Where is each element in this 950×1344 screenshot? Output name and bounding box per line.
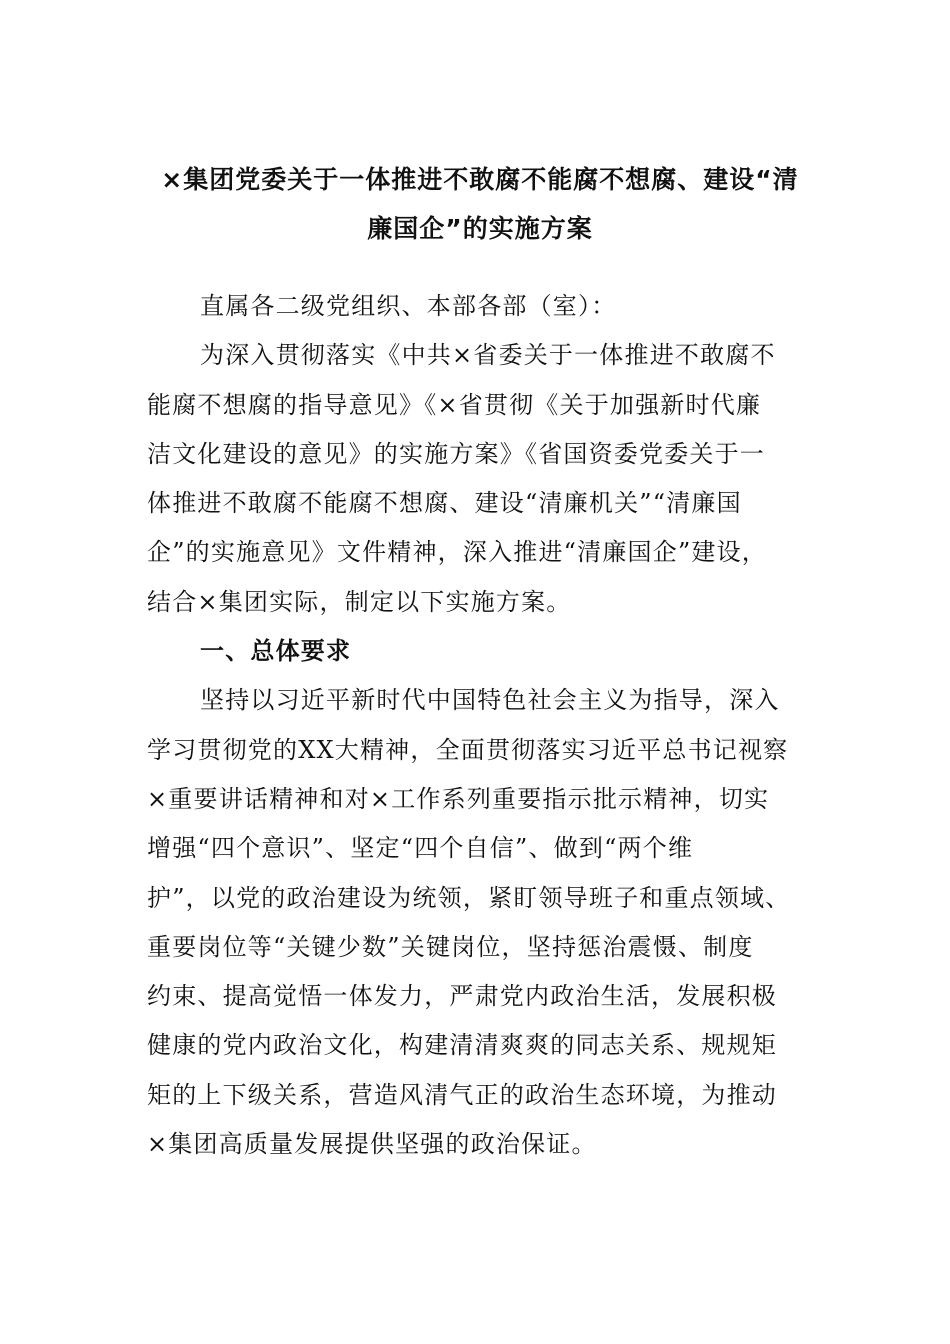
intro-line: 结合×集团实际，制定以下实施方案。 <box>147 587 572 616</box>
section-line: 学习贯彻党的XX大精神，全面贯彻落实习近平总书记视察 <box>147 735 789 764</box>
title-line: ×集团党委关于一体推进不敢腐不能腐不想腐、建设“清 <box>161 165 799 194</box>
section-line: 矩的上下级关系，营造风清气正的政治生态环境，为推动 <box>147 1080 777 1109</box>
section-line: ×重要讲话精神和对×工作系列重要指示批示精神，切实 <box>147 784 770 813</box>
document-body <box>147 282 807 1169</box>
intro-line: 能腐不想腐的指导意见》《×省贯彻《关于加强新时代廉 <box>147 390 762 419</box>
intro-line: 体推进不敢腐不能腐不想腐、建设“清廉机关”“清廉国 <box>147 489 742 518</box>
section-line: 护”，以党的政治建设为统领，紧盯领导班子和重点领域、 <box>147 883 791 912</box>
intro-line: 为深入贯彻落实《中共×省委关于一体推进不敢腐不 <box>200 341 776 370</box>
intro-line: 洁文化建设的意见》的实施方案》《省国资委党委关于一 <box>147 439 765 468</box>
section-line: ×集团高质量发展提供坚强的政治保证。 <box>147 1130 597 1159</box>
section-line: 坚持以习近平新时代中国特色社会主义为指导，深入 <box>200 686 780 715</box>
section-line: 约束、提高觉悟一体发力，严肃党内政治生活，发展积极 <box>147 982 777 1011</box>
title-line: 廉国企”的实施方案 <box>367 214 593 244</box>
section-line: 健康的党内政治文化，构建清清爽爽的同志关系、规规矩 <box>147 1031 777 1060</box>
intro-line: 企”的实施意见》文件精神，深入推进“清廉国企”建设， <box>147 538 768 567</box>
section-heading: 一、总体要求 <box>200 637 352 666</box>
section-line: 重要岗位等“关键少数”关键岗位，坚持惩治震慑、制度 <box>147 932 754 961</box>
salutation: 直属各二级党组织、本部各部（室）： <box>200 292 617 320</box>
section-line: 增强“四个意识”、坚定“四个自信”、做到“两个维 <box>147 834 694 863</box>
document-title <box>150 158 810 257</box>
